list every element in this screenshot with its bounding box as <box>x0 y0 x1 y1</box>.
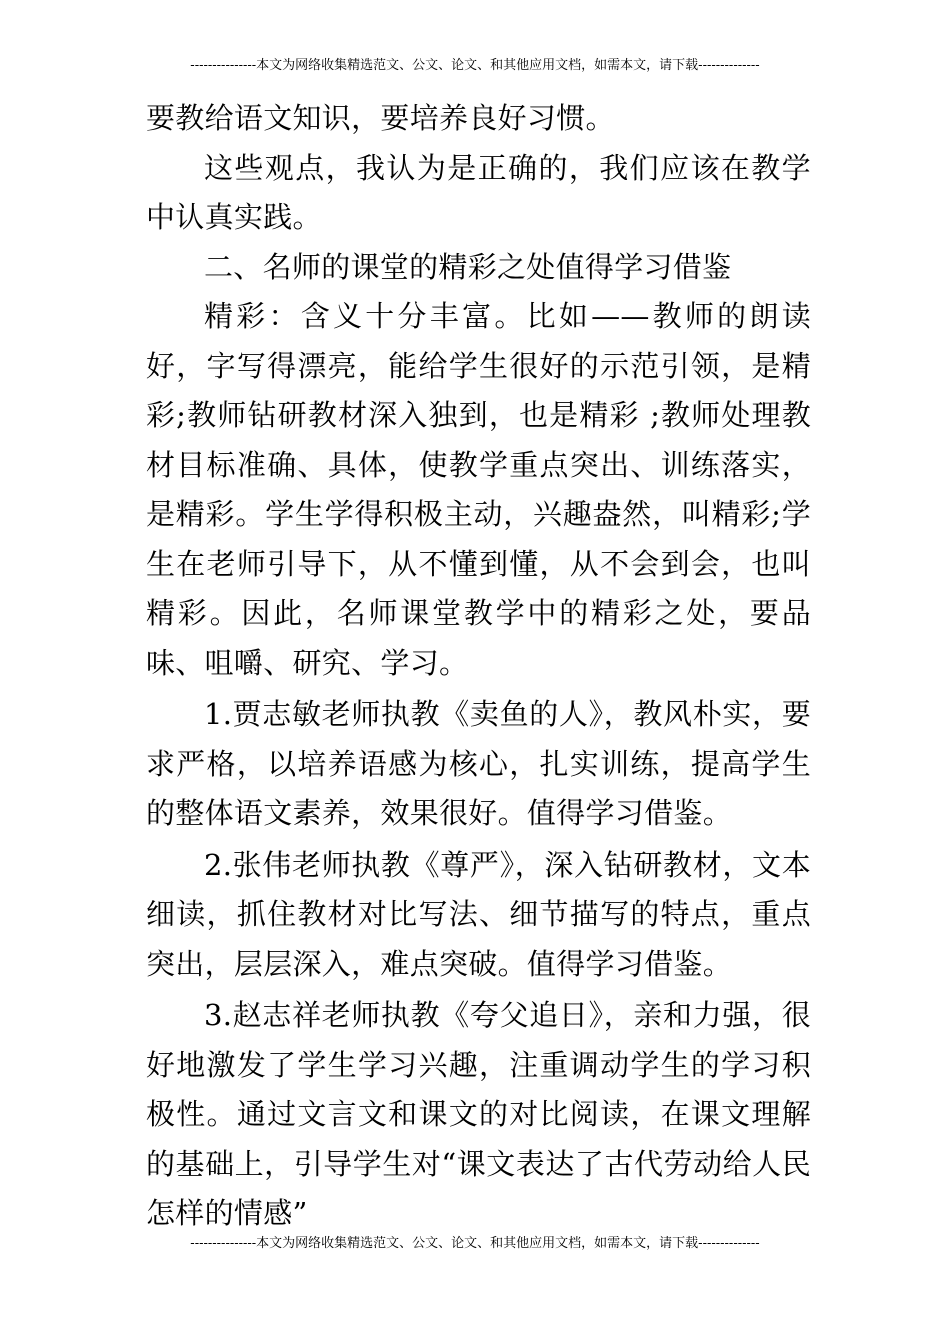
document-body <box>146 94 811 1239</box>
section-heading: 二、名师的课堂的精彩之处值得学习借鉴 <box>204 249 732 284</box>
paragraph-5: 1.贾志敏老师执教《卖鱼的人》，教风朴实，要求严格，以培养语感为核心，扎实训练，提高学生的整体语文素养，效果很好。值得学习借鉴。 <box>146 697 811 830</box>
paragraph-2: 这些观点，我认为是正确的，我们应该在教学中认真实践。 <box>146 150 811 234</box>
paragraph-7: 3.赵志祥老师执教《夸父追日》，亲和力强，很好地激发了学生学习兴趣，注重调动学生的学习积极性。通过文言文和课文的对比阅读，在课文理解的基础上，引导学生对“课文表达了古代劳动给人民怎样的情感” <box>146 998 811 1230</box>
paragraph-6: 2.张伟老师执教《尊严》，深入钻研教材，文本细读，抓住教材对比写法、细节描写的特点，重点突出，层层深入，难点突破。值得学习借鉴。 <box>146 847 811 981</box>
paragraph-1: 要教给语文知识，要培养良好习惯。 <box>146 101 615 135</box>
footer-banner: ---------------本文为网络收集精选范文、公文、论文、和其他应用文档，如需本文，请下载-------------- <box>190 1236 760 1251</box>
paragraph-4: 精彩：含义十分丰富。比如——教师的朗读好，字写得漂亮，能给学生很好的示范引领，是精彩;教师钻研教材深入独到，也是精彩 ;教师处理教材目标准确、具体，使教学重点突出、训练落实，是精彩。学生学得积极主动，兴趣盎然，叫精彩;学生在老师引导下，从不懂到懂，从不会到会，也叫精彩。因此，名师课堂教学中的精彩之处，要品味、咀嚼、研究、学习。 <box>146 299 811 680</box>
header-banner: ---------------本文为网络收集精选范文、公文、论文、和其他应用文档，如需本文，请下载-------------- <box>190 58 760 73</box>
